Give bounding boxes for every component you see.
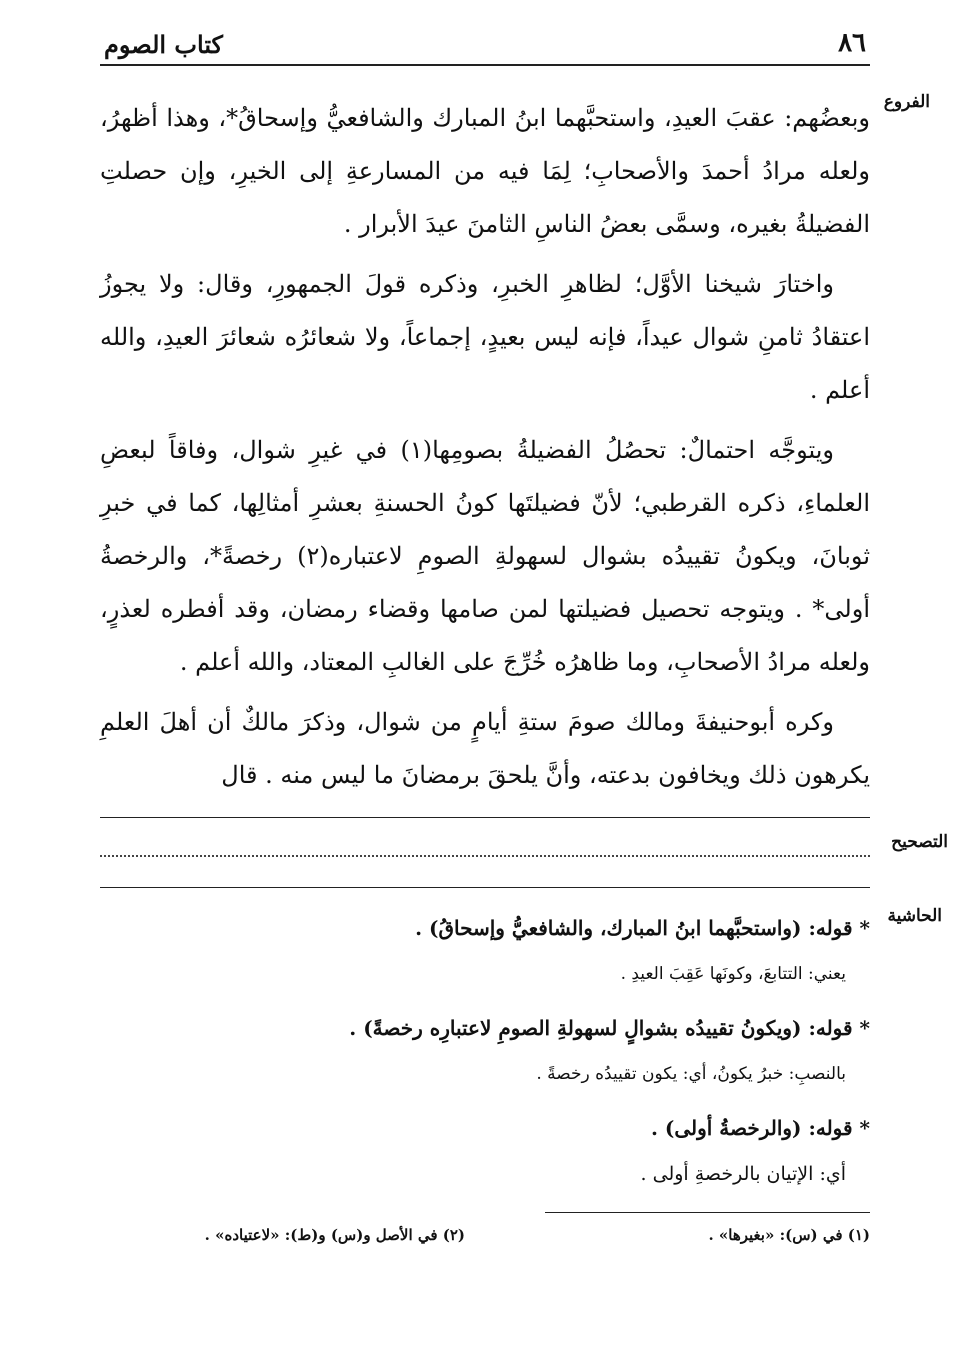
footnote-1: (١) في (س): «بغيرها» . (708, 1226, 870, 1244)
paragraph-3: ويتوجَّه احتمالٌ: تحصُلُ الفضيلةُ بصومِها(١) في غيرِ شوال، وفاقاً لبعضِ العلماءِ، ذكره القرطبي؛ لأنّ فضيلتَها كونُ الحسنةِ بعشرِ أمثالِها، كما في خبرِ ثوبانَ، ويكونُ تقييدُه بشوال لسهولةِ الصومِ لاعتباره(٢) رخصةً*، والرخصةُ أولى* . ويتوجه تحصيل فضيلتها لمن صامها وقضاء رمضان، وقد أفطره لعذرٍ، ولعله مرادُ الأصحابِ، وما ظاهرُه خُرِّجَ على الغالبِ المعتاد، والله أعلم . (100, 436, 870, 676)
footnote-rule (545, 1212, 870, 1213)
hashiya-quote: * قوله: (ويكونُ تقييدُه بشوالٍ لسهولةِ الصومِ لاعتبارِه رخصةً) . (349, 1016, 870, 1040)
hashiya-notes (160, 905, 870, 1205)
hashiya-explanation: بالنصبِ: خبرُ يكونُ، أي: يكون تقييدُه رخصةً . (536, 1064, 846, 1084)
hashiya-item (160, 905, 870, 997)
tashih-top-rule (100, 817, 870, 818)
hashiya-quote: * قوله: (واستحبَّهما ابنُ المبارك، والشافعيُّ وإسحاقُ) . (415, 916, 870, 940)
running-title: كتاب الصوم (104, 30, 223, 59)
paragraph-2: واختارَ شيخنا الأوَّل؛ لظاهرِ الخبرِ، وذكره قولَ الجمهورِ، وقال: ولا يجوزُ اعتقادُ ثامنِ شوال عيداً، فإنه ليس بعيدٍ، إجماعاً، ولا شعائرُه شعائرَ العيدِ، والله أعلم . (100, 270, 870, 404)
tashih-bottom-rule (100, 887, 870, 888)
label-furu: الفروع (883, 92, 930, 112)
label-hashiya: الحاشية (887, 906, 942, 926)
hashiya-item (160, 1005, 870, 1097)
page-number: ٨٦ (838, 28, 866, 58)
hashiya-item (160, 1105, 870, 1197)
label-tashih: التصحيح (891, 832, 948, 852)
hashiya-explanation: أي: الإتيان بالرخصةِ أولى . (640, 1163, 846, 1185)
page-header (100, 28, 870, 64)
hashiya-explanation: يعني: التتابعَ، وكونَها عَقِبَ العيدِ . (620, 964, 846, 984)
hashiya-quote: * قوله: (والرخصةُ أولى) . (650, 1116, 870, 1140)
main-text (100, 92, 870, 809)
header-rule (100, 64, 870, 66)
paragraph-4: وكره أبوحنيفةَ ومالك صومَ ستةِ أيامٍ من شوال، وذكرَ مالكٌ أن أهلَ العلمِ يكرهون ذلك ويخافون بدعته، وأنَّ يلحقَ برمضانَ ما ليس منه . قال (100, 708, 870, 789)
paragraph-1: وبعضُهم: عقبَ العيدِ، واستحبَّهما ابنُ المبارك والشافعيُّ وإسحاقُ*، وهذا أظهرُ، ولعله مرادُ أحمدَ والأصحابِ؛ لِمَا فيه من المسارعةِ إلى الخيرِ، وإن حصلتِ الفضيلةُ بغيره، وسمَّى بعضُ الناسِ الثامنَ عيدَ الأبرار . (100, 104, 870, 238)
footnote-2: (٢) في الأصل و(س) و(ط): «لاعتياده» . (204, 1226, 465, 1244)
tashih-dotted-line (100, 855, 870, 857)
